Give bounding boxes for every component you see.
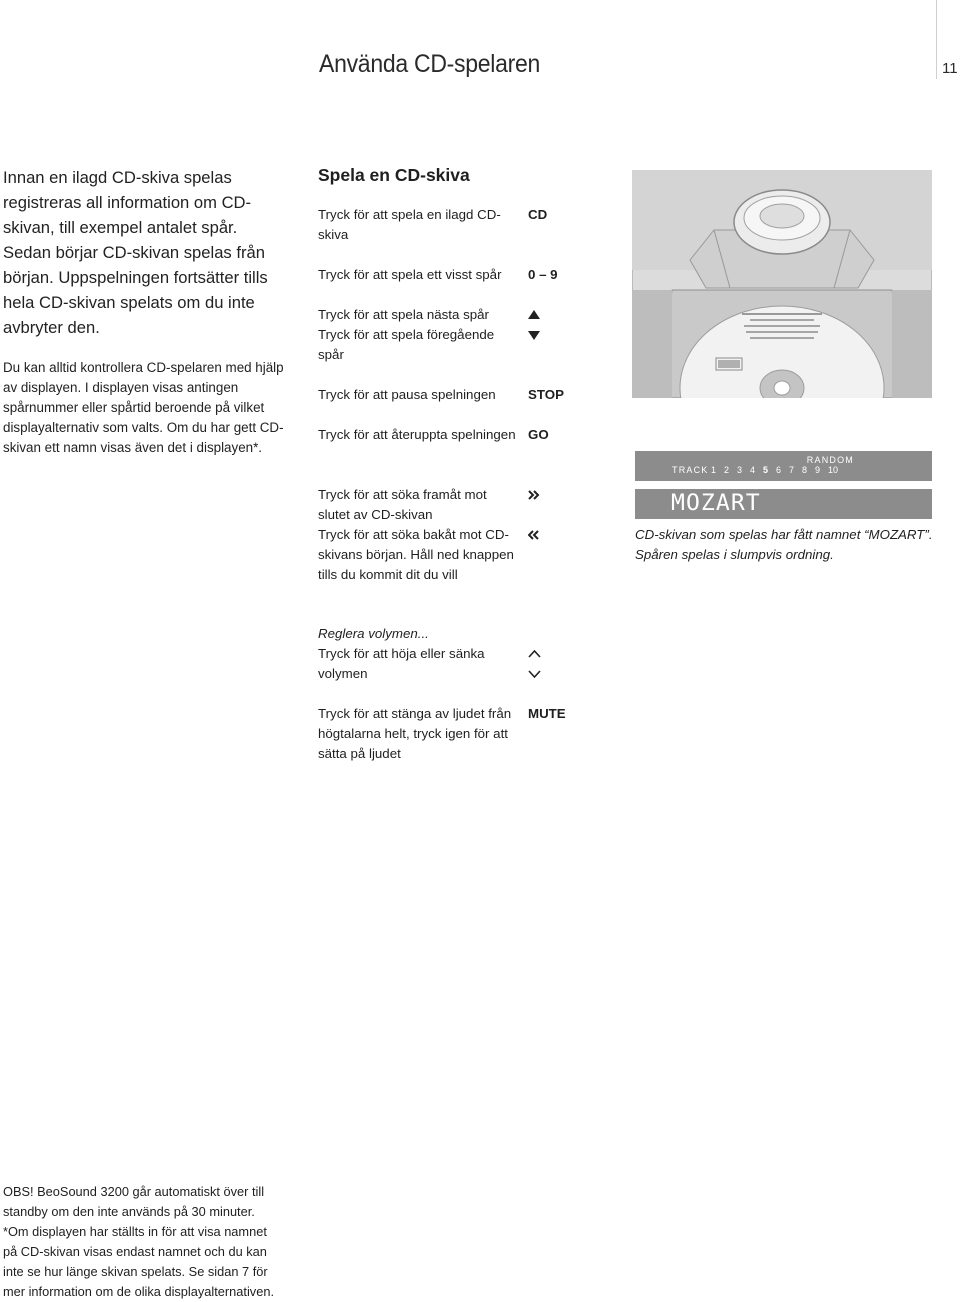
track-number: 10 <box>828 465 839 475</box>
track-number: 1 <box>711 465 717 475</box>
key-label: 0 – 9 <box>528 267 558 282</box>
track-number: 3 <box>737 465 743 475</box>
chevron-down-icon <box>528 670 541 678</box>
track-label: TRACK <box>672 465 709 475</box>
instruction-text: Tryck för att söka framåt mot slutet av CD-skivan <box>318 487 487 522</box>
instruction-row-volume <box>318 624 568 684</box>
random-label: RANDOM <box>806 455 854 465</box>
display-track-panel <box>635 451 932 481</box>
cd-name-display: MOZART <box>671 491 761 516</box>
key-label: STOP <box>528 387 564 402</box>
instruction-row <box>318 305 568 325</box>
track-number: 4 <box>750 465 756 475</box>
fast-forward-icon <box>528 490 540 500</box>
instruction-row <box>318 485 568 525</box>
instruction-row <box>318 265 568 285</box>
track-number: 8 <box>802 465 808 475</box>
instruction-text: Tryck för att pausa spelningen <box>318 387 496 402</box>
track-numbers <box>711 465 841 475</box>
key-label: CD <box>528 207 548 222</box>
section-title: Spela en CD-skiva <box>318 165 470 185</box>
track-number: 7 <box>789 465 795 475</box>
track-number-active: 5 <box>763 465 769 475</box>
instruction-text: Tryck för att spela nästa spår <box>318 307 489 322</box>
instruction-text: Tryck för att spela föregående spår <box>318 327 495 362</box>
instruction-text: Tryck för att spela en ilagd CD-skiva <box>318 207 501 242</box>
intro-paragraph: Innan en ilagd CD-skiva spelas registreras all information om CD-skivan, till exempel antalet spår. Sedan börjar CD-skivan spelas från början. Uppspelningen fortsätter tills hela CD-skivan spelats om du inte avbryter den. <box>3 168 268 337</box>
footnote: OBS! BeoSound 3200 går automatiskt över till standby om den inte används på 30 minuter. *Om displayen har ställts in för att visa namnet på CD-skivan visas endast namnet och du kan inte se hur länge skivan spelats. Se sidan 7 för mer information om de olika displayalternativen. <box>3 1184 274 1299</box>
intro-paragraph-display: Du kan alltid kontrollera CD-spelaren med hjälp av displayen. I displayen visas antingen spårnummer eller spårtid beroende på vilket displayalternativ som valts. Om du har gett CD-skivan ett namn visas även det i displayen*. <box>3 360 284 455</box>
instruction-text <box>318 624 518 684</box>
page-number: 11 <box>942 60 958 77</box>
chevron-up-icon <box>528 650 541 658</box>
page-title: Använda CD-spelaren <box>319 50 541 78</box>
triangle-up-icon <box>528 310 540 319</box>
instruction-row <box>318 325 568 365</box>
instruction-text: Tryck för att söka bakåt mot CD-skivans början. Håll ned knappen tills du kommit dit du vill <box>318 527 514 582</box>
key-label: MUTE <box>528 706 566 721</box>
volume-heading: Reglera volymen... <box>318 626 429 641</box>
track-number: 2 <box>724 465 730 475</box>
display-caption: CD-skivan som spelas har fått namnet “MOZART”. Spåren spelas i slumpvis ordning. <box>635 527 933 562</box>
instruction-row <box>318 525 568 605</box>
instruction-text: Tryck för att spela ett visst spår <box>318 267 502 282</box>
track-number: 9 <box>815 465 821 475</box>
key-label: GO <box>528 427 549 442</box>
instruction-row <box>318 385 568 405</box>
volume-text: Tryck för att höja eller sänka volymen <box>318 646 485 681</box>
track-number: 6 <box>776 465 782 475</box>
triangle-down-icon <box>528 331 540 340</box>
rewind-icon <box>528 530 540 540</box>
instruction-row <box>318 704 568 764</box>
display-name-panel <box>635 489 932 519</box>
cd-player-illustration <box>632 170 932 398</box>
header-divider <box>936 0 937 79</box>
instruction-row <box>318 425 568 465</box>
instruction-row <box>318 205 568 245</box>
intro-column <box>3 165 286 458</box>
instruction-text: Tryck för att återuppta spelningen <box>318 427 516 442</box>
instruction-text: Tryck för att stänga av ljudet från högtalarna helt, tryck igen för att sätta på ljudet <box>318 706 512 761</box>
